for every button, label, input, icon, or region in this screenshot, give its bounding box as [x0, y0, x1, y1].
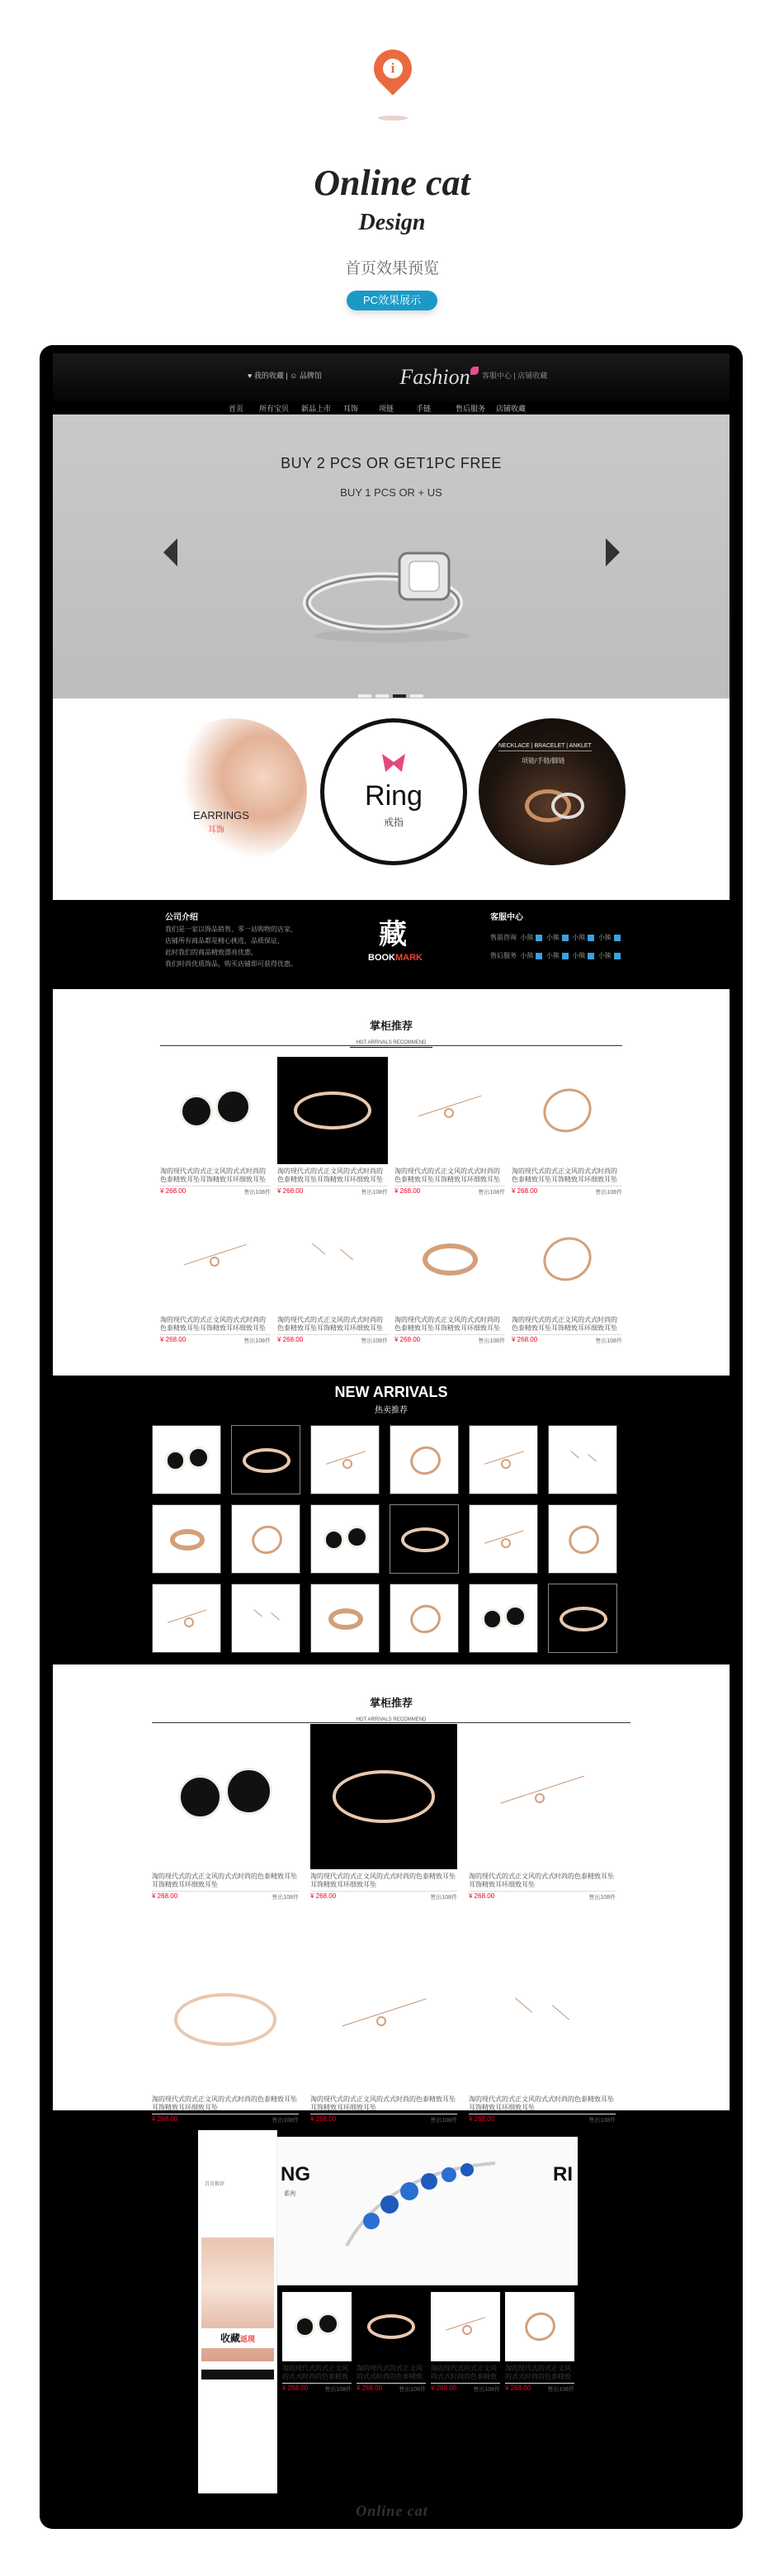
preview-banner-right: RI [553, 2163, 573, 2185]
product-price: ¥ 268.00 [357, 2384, 383, 2392]
product-image[interactable] [357, 2292, 426, 2361]
service-agent[interactable]: 小熊 [520, 934, 534, 941]
info-pin-icon [366, 41, 419, 95]
intro-section [0, 0, 784, 345]
product-price: ¥ 268.00 [282, 2384, 309, 2392]
product-desc[interactable]: 淘的现代式的式正文风的式式时尚的色泰精致耳坠耳饰精致耳环细致耳坠 [277, 1316, 383, 1332]
arrival-thumb[interactable] [548, 1584, 617, 1653]
store-header [53, 353, 730, 401]
prev-arrow-icon[interactable] [163, 538, 177, 566]
product-card[interactable] [469, 1724, 616, 1902]
product-price: ¥ 268.00 [394, 1336, 421, 1343]
product-image[interactable] [512, 1205, 622, 1313]
info-band [53, 900, 730, 989]
product-image[interactable] [277, 1205, 388, 1313]
product-sold: 售出108件 [243, 1190, 271, 1196]
product-card[interactable] [310, 1724, 457, 1902]
section-heading [53, 1017, 730, 1048]
intro-cn-caption: 首页效果预览 [344, 260, 439, 277]
bookmark-a: BOOK [368, 953, 395, 963]
card-divider [277, 1334, 388, 1335]
section-subtitle: HOT ARRIVALS RECOMMEND [350, 1039, 433, 1048]
product-image[interactable] [505, 2292, 574, 2361]
bookmark-glyph[interactable]: 藏 [379, 919, 407, 950]
service-agent[interactable]: 小熊 [572, 934, 586, 941]
product-desc[interactable]: 淘的现代式的式正文风的式式时尚的色泰精致耳坠耳饰精致耳环细致耳坠 [469, 1873, 614, 1888]
arrival-thumb[interactable] [469, 1425, 538, 1494]
chat-icon[interactable] [588, 935, 594, 941]
product-price: ¥ 268.00 [512, 1336, 538, 1343]
card-divider [310, 1891, 457, 1892]
category-necklace[interactable] [479, 718, 626, 865]
chat-icon[interactable] [562, 953, 569, 959]
product-sold: 售出108件 [473, 2387, 500, 2393]
pager-dot[interactable] [358, 694, 371, 698]
product-price: ¥ 268.00 [394, 1187, 421, 1195]
product-sold: 售出108件 [430, 2118, 457, 2124]
recommend-section-1 [53, 989, 730, 1376]
product-card[interactable] [160, 1057, 271, 1197]
preview-bracelet-image [338, 2155, 503, 2254]
arrival-thumb[interactable] [152, 1425, 221, 1494]
product-price: ¥ 268.00 [505, 2384, 531, 2392]
service-agent[interactable]: 小熊 [545, 934, 560, 941]
section-heading [53, 1694, 730, 1725]
arrival-thumb[interactable] [231, 1504, 300, 1574]
bookmark-b: MARK [395, 953, 423, 963]
category-label: Ring [365, 780, 423, 812]
arrival-thumb[interactable] [310, 1425, 380, 1494]
product-card[interactable] [512, 1057, 622, 1197]
nav-item[interactable]: 售后服务 [456, 405, 486, 413]
product-image[interactable] [431, 2292, 500, 2361]
product-desc[interactable]: 淘的现代式的式正文风的式式时尚的色泰精致耳坠耳饰精致耳环细致耳坠 [310, 2095, 456, 2111]
banner-title: BUY 2 PCS OR GET1PC FREE [281, 455, 502, 471]
product-price: ¥ 268.00 [277, 1187, 304, 1195]
product-price: ¥ 268.00 [310, 1892, 337, 1900]
section-title: 掌柜推荐 [369, 1697, 413, 1709]
store-logo[interactable]: Fashion [381, 358, 489, 396]
pager-dot[interactable] [375, 694, 389, 698]
company-line: 我们是一家以饰品销售、零一站购物的店家， [165, 926, 297, 933]
card-divider [394, 1334, 505, 1335]
product-sold: 售出108件 [243, 1338, 271, 1344]
product-sold: 售出108件 [361, 1190, 388, 1196]
product-desc[interactable]: 淘的现代式的式正文风的式式时尚的色泰精致耳坠耳饰精致耳环细致耳坠 [469, 2095, 614, 2111]
header-left-links[interactable]: ♥ 我的收藏 | ☺ 品牌馆 [248, 372, 322, 380]
card-divider [512, 1334, 622, 1335]
arrival-thumb[interactable] [469, 1584, 538, 1653]
preview-side-title: 首页推荐 [205, 2182, 225, 2187]
banner-subtitle: BUY 1 PCS OR + US [340, 486, 442, 499]
product-sold: 售出108件 [478, 1190, 505, 1196]
product-desc[interactable]: 淘的现代式的式正文风的式式时尚的色泰精致耳坠耳饰精致耳环细致耳坠 [310, 1873, 456, 1888]
product-price: ¥ 268.00 [310, 2115, 337, 2123]
product-desc[interactable]: 淘的现代式的式正文风的式式时尚的色泰精致 [282, 2365, 348, 2380]
intro-subtitle: Design [358, 210, 426, 235]
ring-image [292, 522, 490, 646]
product-sold: 售出108件 [399, 2387, 426, 2393]
pager-dot-active[interactable] [393, 694, 406, 698]
frame-footer-title: Online cat [356, 2503, 428, 2519]
category-label: NECKLACE | BRACELET | ANKLET [498, 743, 592, 751]
card-divider [505, 2383, 574, 2384]
product-desc[interactable]: 淘的现代式的式正文风的式式时尚的色泰精致耳坠耳饰精致耳环细致耳坠 [394, 1316, 500, 1332]
arrival-thumb[interactable] [390, 1504, 459, 1574]
product-price: ¥ 268.00 [160, 1187, 187, 1195]
product-sold: 售出108件 [272, 1895, 299, 1901]
product-card[interactable] [277, 1205, 388, 1346]
chat-icon[interactable] [588, 953, 594, 959]
next-arrow-icon[interactable] [606, 538, 620, 566]
card-divider [152, 1891, 299, 1892]
pager-dot[interactable] [410, 694, 423, 698]
product-sold: 售出108件 [272, 2118, 299, 2124]
service-row [490, 951, 621, 960]
card-divider [431, 2383, 500, 2384]
new-arrivals-section [53, 1376, 730, 1664]
product-sold: 售出108件 [324, 2387, 352, 2393]
category-sub: 耳饰 [208, 826, 224, 835]
arrival-thumb[interactable] [548, 1425, 617, 1494]
arrival-thumb[interactable] [310, 1584, 380, 1653]
service-row-label: 售后服务 [490, 952, 517, 959]
company-title: 公司介绍 [165, 913, 198, 922]
nav-item[interactable]: 新品上市 [301, 405, 332, 413]
nav-item[interactable]: 耳饰 [343, 405, 359, 413]
nav-item[interactable]: 首页 [229, 405, 244, 413]
product-desc[interactable]: 淘的现代式的式正文风的式式时尚的色泰精致耳坠耳饰精致耳环细致耳坠 [152, 1873, 297, 1888]
product-card[interactable] [277, 1057, 388, 1197]
product-desc[interactable]: 淘的现代式的式正文风的式式时尚的色泰精致耳坠耳饰精致耳环细致耳坠 [160, 1167, 266, 1183]
product-sold: 售出108件 [588, 2118, 616, 2124]
service-agent[interactable]: 小熊 [597, 952, 612, 959]
product-desc[interactable]: 淘的现代式的式正文风的式式时尚的色泰精致耳坠耳饰精致耳环细致耳坠 [277, 1167, 383, 1183]
preview-banner-sub: 系列 [284, 2191, 295, 2197]
product-price: ¥ 268.00 [152, 1892, 178, 1900]
product-desc[interactable]: 淘的现代式的式正文风的式式时尚的色泰精致 [431, 2365, 497, 2380]
product-price: ¥ 268.00 [160, 1336, 187, 1343]
hero-banner [53, 414, 730, 698]
arrival-thumb[interactable] [152, 1504, 221, 1574]
service-row-label: 售前咨询 [490, 934, 517, 941]
nav-item[interactable]: 店铺收藏 [496, 405, 527, 413]
product-card[interactable] [394, 1057, 505, 1197]
product-card[interactable] [357, 2292, 426, 2394]
arrival-thumb[interactable] [390, 1584, 459, 1653]
preview-side-band [201, 2370, 274, 2379]
product-price: ¥ 268.00 [152, 2115, 178, 2123]
product-card[interactable] [152, 1947, 299, 2125]
chat-icon[interactable] [536, 953, 542, 959]
card-divider [282, 2383, 352, 2384]
product-image[interactable] [282, 2292, 352, 2361]
store-page-preview [198, 2130, 578, 2493]
product-desc[interactable]: 淘的现代式的式正文风的式式时尚的色泰精致耳坠耳饰精致耳环细致耳坠 [394, 1167, 500, 1183]
product-image[interactable] [152, 1947, 299, 2092]
product-card[interactable] [469, 1947, 616, 2125]
section-divider [160, 1045, 622, 1046]
chat-icon[interactable] [614, 953, 621, 959]
company-line: 我们时尚优质饰品，购买店铺即可获得优惠。 [165, 960, 297, 968]
service-agent[interactable]: 小熊 [520, 952, 534, 959]
intro-title: Online cat [314, 163, 470, 203]
product-card[interactable] [310, 1947, 457, 2125]
nav-item[interactable]: 所有宝贝 [259, 405, 290, 413]
product-image[interactable] [160, 1057, 271, 1164]
product-image[interactable] [277, 1057, 388, 1164]
product-card[interactable] [282, 2292, 352, 2394]
product-sold: 售出108件 [430, 1895, 457, 1901]
product-card[interactable] [505, 2292, 574, 2394]
section-divider [152, 1722, 631, 1723]
category-row [53, 698, 730, 900]
product-image[interactable] [310, 1947, 457, 2092]
product-sold: 售出108件 [595, 1190, 622, 1196]
arrivals-title: NEW ARRIVALS [334, 1384, 448, 1400]
butterfly-icon [382, 754, 405, 772]
product-sold: 售出108件 [547, 2387, 574, 2393]
product-price: ¥ 268.00 [469, 1892, 495, 1900]
product-sold: 售出108件 [595, 1338, 622, 1344]
arrival-thumb[interactable] [231, 1425, 300, 1494]
product-sold: 售出108件 [588, 1895, 616, 1901]
product-sold: 售出108件 [478, 1338, 505, 1344]
preview-ad-b: 返现 [240, 2335, 256, 2343]
arrival-thumb[interactable] [548, 1504, 617, 1574]
header-right-links[interactable]: 客服中心 | 店铺收藏 [482, 372, 548, 380]
product-desc[interactable]: 淘的现代式的式正文风的式式时尚的色泰精致 [357, 2365, 423, 2380]
product-image[interactable] [469, 1724, 616, 1869]
product-image[interactable] [394, 1057, 505, 1164]
product-card[interactable] [394, 1205, 505, 1346]
category-sub: 项链/手链/脚链 [522, 757, 565, 765]
company-line: 此时我们的商品精致漂亮优惠， [165, 949, 257, 956]
product-image[interactable] [152, 1724, 299, 1869]
arrival-thumb[interactable] [469, 1504, 538, 1574]
category-sub: 戒指 [383, 817, 404, 828]
product-desc[interactable]: 淘的现代式的式正文风的式式时尚的色泰精致耳坠耳饰精致耳环细致耳坠 [160, 1316, 266, 1332]
category-label: EARRINGS [193, 809, 249, 822]
pendant-ring-image [551, 793, 584, 819]
chat-icon[interactable] [562, 935, 569, 941]
product-image[interactable] [160, 1205, 271, 1313]
service-agent[interactable]: 小熊 [545, 952, 560, 959]
preview-banner-left: NG [281, 2163, 310, 2185]
pin-shadow [378, 116, 408, 121]
card-divider [160, 1334, 271, 1335]
product-card[interactable] [512, 1205, 622, 1346]
section-title: 掌柜推荐 [369, 1020, 413, 1032]
nav-item[interactable]: 手链 [416, 405, 432, 413]
product-card[interactable] [160, 1205, 271, 1346]
product-desc[interactable]: 淘的现代式的式正文风的式式时尚的色泰精致耳坠耳饰精致耳环细致耳坠 [152, 2095, 297, 2111]
service-agent[interactable]: 小熊 [597, 934, 612, 941]
chat-icon[interactable] [614, 935, 621, 941]
nav-item[interactable]: 项链 [379, 405, 394, 413]
product-image[interactable] [394, 1205, 505, 1313]
service-row [490, 933, 621, 942]
card-divider [357, 2383, 426, 2384]
product-price: ¥ 268.00 [469, 2115, 495, 2123]
arrival-thumb[interactable] [310, 1504, 380, 1574]
product-image[interactable] [512, 1057, 622, 1164]
company-line: 店铺所有商品都是精心挑选，品质保证， [165, 937, 284, 945]
preview-ad-a: 收藏 [220, 2332, 240, 2344]
info-icon-glyph: i [383, 59, 403, 78]
bookmark-label[interactable] [368, 953, 423, 963]
product-sold: 售出108件 [361, 1338, 388, 1344]
main-nav [53, 401, 730, 414]
product-desc[interactable]: 淘的现代式的式正文风的式式时尚的色泰精致耳坠耳饰精致耳环细致耳坠 [512, 1316, 617, 1332]
chat-icon[interactable] [536, 935, 542, 941]
product-price: ¥ 268.00 [431, 2384, 457, 2392]
category-ring[interactable] [320, 718, 467, 865]
preview-ad-text[interactable] [201, 2328, 274, 2348]
product-desc[interactable]: 淘的现代式的式正文风的式式时尚的色泰精致 [505, 2365, 571, 2380]
arrivals-subtitle: 热卖推荐 [375, 1406, 408, 1415]
arrival-thumb[interactable] [231, 1584, 300, 1653]
pc-preview-button[interactable]: PC效果展示 [347, 291, 437, 310]
product-desc[interactable]: 淘的现代式的式正文风的式式时尚的色泰精致耳坠耳饰精致耳环细致耳坠 [512, 1167, 617, 1183]
service-title: 客服中心 [490, 913, 523, 922]
product-price: ¥ 268.00 [512, 1187, 538, 1195]
section-subtitle: HOT ARRIVALS RECOMMEND [350, 1716, 433, 1725]
category-earrings[interactable] [160, 718, 307, 865]
recommend-section-2 [53, 1664, 730, 2124]
product-card[interactable] [152, 1724, 299, 1902]
arrival-thumb[interactable] [152, 1584, 221, 1653]
product-image[interactable] [469, 1947, 616, 2092]
product-image[interactable] [310, 1724, 457, 1869]
product-price: ¥ 268.00 [277, 1336, 304, 1343]
service-agent[interactable]: 小熊 [572, 952, 586, 959]
product-card[interactable] [431, 2292, 500, 2394]
card-divider [469, 1891, 616, 1892]
arrival-thumb[interactable] [390, 1425, 459, 1494]
